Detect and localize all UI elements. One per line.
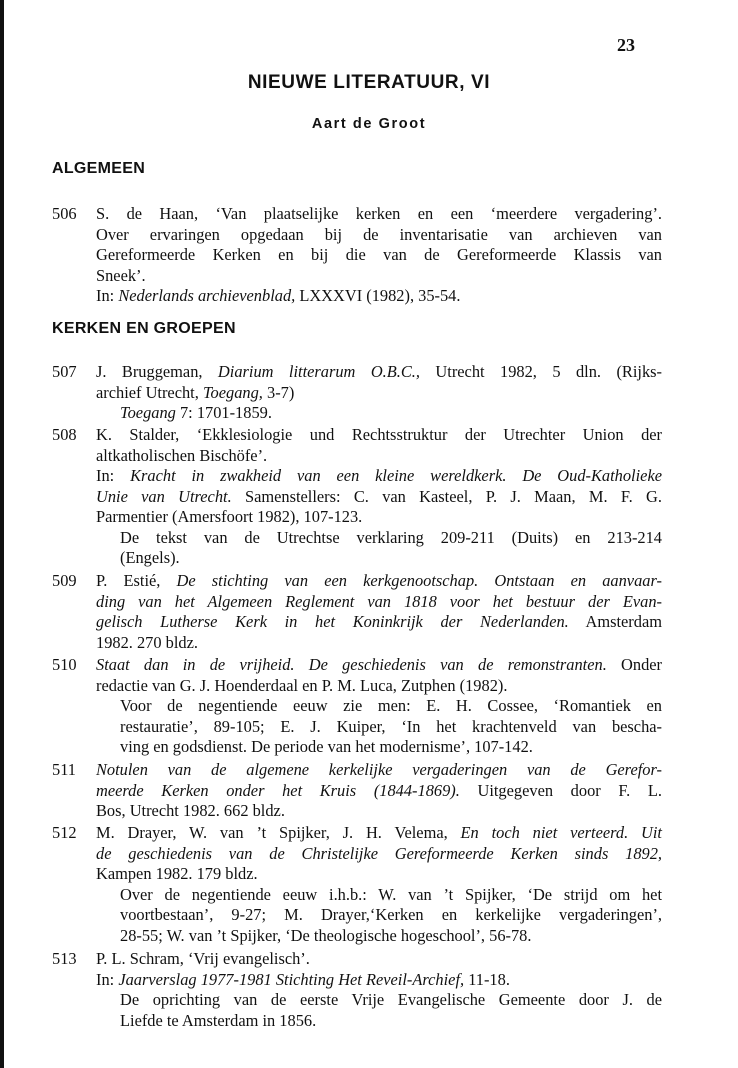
entry-line: De oprichting van de eerste Vrije Evangelische Gemeente door J. de: [120, 990, 662, 1009]
entry-line: Over ervaringen opgedaan bij de inventarisatie van archieven van: [96, 224, 662, 244]
entry-line: Toegang 7: 1701-1859.: [120, 403, 272, 422]
entry-line: Voor de negentiende eeuw zie men: E. H. Cossee, ‘Romantiek en: [120, 696, 662, 715]
entry-line: Notulen van de algemene kerkelijke vergaderingen van de Gerefor-: [96, 760, 662, 779]
entry-line: altkatholischen Bischöfe’.: [96, 445, 268, 465]
entry-509: [52, 571, 662, 653]
entry-line: ding van het Algemeen Reglement van 1818 voor het bestuur der Evan-: [96, 591, 662, 611]
entry-line: In: Kracht in zwakheid van een kleine wereldkerk. De Oud-Katholieke: [96, 466, 662, 485]
entry-number: 508: [52, 425, 77, 444]
entry-line: meerde Kerken onder het Kruis (1844-1869). Uitgegeven door F. L.: [96, 780, 662, 800]
section-heading-kerken-en-groepen: KERKEN EN GROEPEN: [52, 320, 236, 337]
entry-512: [52, 823, 662, 946]
section-heading-algemeen: ALGEMEEN: [52, 160, 146, 177]
entry-513: [52, 949, 662, 1031]
entry-511: [52, 760, 662, 822]
author-name: Aart de Groot: [311, 116, 427, 132]
entry-number: 512: [52, 823, 77, 842]
entry-line: Parmentier (Amersfoort 1982), 107-123.: [96, 507, 363, 526]
entry-line: 1982. 270 bldz.: [96, 632, 198, 652]
entry-line: Liefde te Amsterdam in 1856.: [120, 1010, 317, 1030]
entry-line: Over de negentiende eeuw i.h.b.: W. van ’t Spijker, ‘De strijd om het: [120, 884, 662, 904]
entry-line: M. Drayer, W. van ’t Spijker, J. H. Velema, En toch niet verteerd. Uit: [96, 823, 662, 842]
entry-line: gelisch Lutherse Kerk in het Koninkrijk der Nederlanden. Amsterdam: [96, 612, 662, 631]
entry-line: Unie van Utrecht. Samenstellers: C. van Kasteel, P. J. Maan, M. F. G.: [96, 486, 662, 506]
entry-line: Kampen 1982. 179 bldz.: [96, 864, 258, 883]
entry-line: S. de Haan, ‘Van plaatselijke kerken en een ‘meerdere vergadering’.: [96, 204, 662, 223]
entry-506: [52, 204, 662, 307]
entry-line: De tekst van de Utrechtse verklaring 209-211 (Duits) en 213-214: [120, 527, 662, 547]
page-edge: [0, 0, 4, 1068]
entry-line: In: Jaarverslag 1977-1981 Stichting Het Reveil-Archief, 11-18.: [96, 969, 510, 989]
entry-line: P. L. Schram, ‘Vrij evangelisch’.: [96, 949, 310, 968]
entry-line: K. Stalder, ‘Ekklesiologie und Rechtsstruktur der Utrechter Union der: [96, 425, 662, 444]
entry-line: de geschiedenis van de Christelijke Gereformeerde Kerken sinds 1892,: [96, 843, 662, 863]
entry-510: [52, 655, 662, 758]
entry-number: 509: [52, 571, 77, 590]
page-title: NIEUWE LITERATUUR, VI: [247, 72, 491, 93]
entry-line: 28-55; W. van ’t Spijker, ‘De theologische hogeschool’, 56-78.: [120, 925, 532, 945]
entry-line: Gereformeerde Kerken en bij die van de Gereformeerde Klassis van: [96, 245, 662, 264]
entry-line: Bos, Utrecht 1982. 662 bldz.: [96, 801, 285, 820]
entry-line: J. Bruggeman, Diarium litterarum O.B.C., Utrecht 1982, 5 dln. (Rijks-: [96, 362, 662, 381]
entry-line: Staat dan in de vrijheid. De geschiedenis van de remonstranten. Onder: [96, 655, 663, 674]
entry-line: redactie van G. J. Hoenderdaal en P. M. Luca, Zutphen (1982).: [96, 675, 508, 695]
entry-number: 507: [52, 362, 77, 381]
entry-number: 506: [52, 204, 77, 223]
entry-number: 511: [52, 760, 76, 779]
entry-line: (Engels).: [120, 548, 180, 567]
entry-508: [52, 425, 662, 569]
page-number: 23: [617, 35, 635, 55]
entry-line: voortbestaan’, 9-27; M. Drayer,‘Kerken en kerkelijke vergaderingen’,: [120, 905, 662, 924]
entry-line: ving en godsdienst. De periode van het modernisme’, 107-142.: [120, 737, 533, 756]
entry-line: archief Utrecht, Toegang, 3-7): [96, 382, 295, 402]
entry-number: 510: [52, 655, 77, 674]
entry-507: [52, 362, 662, 424]
entry-number: 513: [52, 949, 77, 968]
entry-line: In: Nederlands archievenblad, LXXXVI (1982), 35-54.: [96, 286, 461, 305]
entry-line: P. Estié, De stichting van een kerkgenootschap. Ontstaan en aanvaar-: [96, 571, 662, 590]
entry-line: Sneek’.: [96, 265, 146, 285]
entry-line: restauratie’, 89-105; E. J. Kuiper, ‘In het krachtenveld van bescha-: [120, 716, 662, 736]
